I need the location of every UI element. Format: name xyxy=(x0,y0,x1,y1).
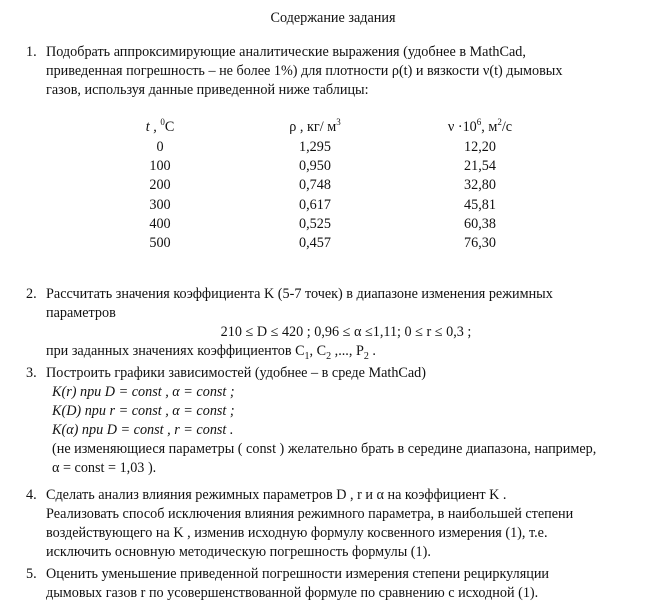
table-cell: 300 xyxy=(149,196,171,213)
table-cell: 400 xyxy=(149,215,171,232)
column-header-temperature: t , $^0$С xyxy=(145,116,175,135)
item-text-line: приведенная погрешность – не более 1%) для плотности ρ(t) и вязкости ν(t) дымовых xyxy=(46,63,563,79)
table-cell: 45,81 xyxy=(464,196,496,213)
item-text-line: исключить основную методическую погрешность формулы (1). xyxy=(46,544,431,560)
table-row xyxy=(90,176,560,195)
document-title: Содержание задания xyxy=(270,10,396,26)
item-number: 1. xyxy=(26,44,37,60)
item-number: 2. xyxy=(26,286,37,302)
table-cell: 21,54 xyxy=(464,158,496,175)
table-cell: 0,617 xyxy=(299,196,331,213)
item-note: (не изменяющиеся параметры ( const ) желательно брать в середине диапазона, например, xyxy=(52,441,597,457)
table-row xyxy=(90,138,560,157)
table-cell: 0 xyxy=(156,139,164,156)
table-cell: 0,525 xyxy=(299,215,331,232)
table-cell: 100 xyxy=(149,158,171,175)
item-text-line: Сделать анализ влияния режимных параметров D , r и α на коэффициент K . xyxy=(46,487,507,503)
table-cell: 12,20 xyxy=(464,139,496,156)
properties-table xyxy=(90,116,560,253)
table-cell: 200 xyxy=(149,177,171,194)
item-note: α = const = 1,03 ). xyxy=(52,460,157,476)
table-cell: 60,38 xyxy=(464,215,496,232)
column-header-density: ρ , кг/ $м^3$ xyxy=(289,116,341,135)
dependency-formula: K(r) при D = const , α = const ; xyxy=(52,384,235,400)
table-cell: 32,80 xyxy=(464,177,496,194)
item-text-line: воздействующего на K , изменив исходную формулу косвенного измерения (1), т.е. xyxy=(46,525,548,541)
item-text-line: Подобрать аппроксимирующие аналитические выражения (удобнее в MathCad, xyxy=(46,44,526,60)
item-text-line: Построить графики зависимостей (удобнее – в среде MathCad) xyxy=(46,365,426,381)
table-cell: 1,295 xyxy=(299,139,331,156)
dependency-formula: K(D) при r = const , α = const ; xyxy=(52,403,235,419)
item-text-line: параметров xyxy=(46,305,116,321)
item-text-line: газов, используя данные приведенной ниже таблицы: xyxy=(46,82,369,98)
table-cell: 0,457 xyxy=(299,235,331,252)
item-number: 3. xyxy=(26,365,37,381)
task-item-5 xyxy=(26,565,646,603)
table-row xyxy=(90,234,560,253)
table-row xyxy=(90,157,560,176)
table-row xyxy=(90,196,560,215)
task-item-2 xyxy=(26,285,646,361)
task-item-1 xyxy=(26,43,646,100)
task-item-3 xyxy=(26,364,646,478)
table-header-row xyxy=(90,116,560,138)
table-cell: 0,748 xyxy=(299,177,331,194)
item-text-line: Реализовать способ исключения влияния режимного параметра, в наибольшей степени xyxy=(46,506,574,522)
range-formula: 210 ≤ D ≤ 420 ; 0,96 ≤ α ≤1,11; 0 ≤ r ≤ 0,3 ; xyxy=(220,324,472,340)
dependency-formula: K(α) при D = const , r = const . xyxy=(52,422,234,438)
item-text-line: Оценить уменьшение приведенной погрешности измерения степени рециркуляции xyxy=(46,566,550,582)
table-cell: 0,950 xyxy=(299,158,331,175)
item-text-line: при заданных значениях коэффициентов $C_1$, $C_2$ ,..., $P_2$ . xyxy=(46,343,376,362)
column-header-viscosity: $\nu \cdot 10^6$, $м^2/с$ xyxy=(447,116,513,135)
table-cell: 500 xyxy=(149,235,171,252)
item-number: 4. xyxy=(26,487,37,503)
table-cell: 76,30 xyxy=(464,235,496,252)
item-text-line: дымовых газов r по усовершенствованной формуле по сравнению с исходной (1). xyxy=(46,585,539,601)
table-row xyxy=(90,215,560,234)
item-number: 5. xyxy=(26,566,37,582)
item-text-line: Рассчитать значения коэффициента K (5-7 точек) в диапазоне изменения режимных xyxy=(46,286,553,302)
task-item-4 xyxy=(26,486,646,562)
